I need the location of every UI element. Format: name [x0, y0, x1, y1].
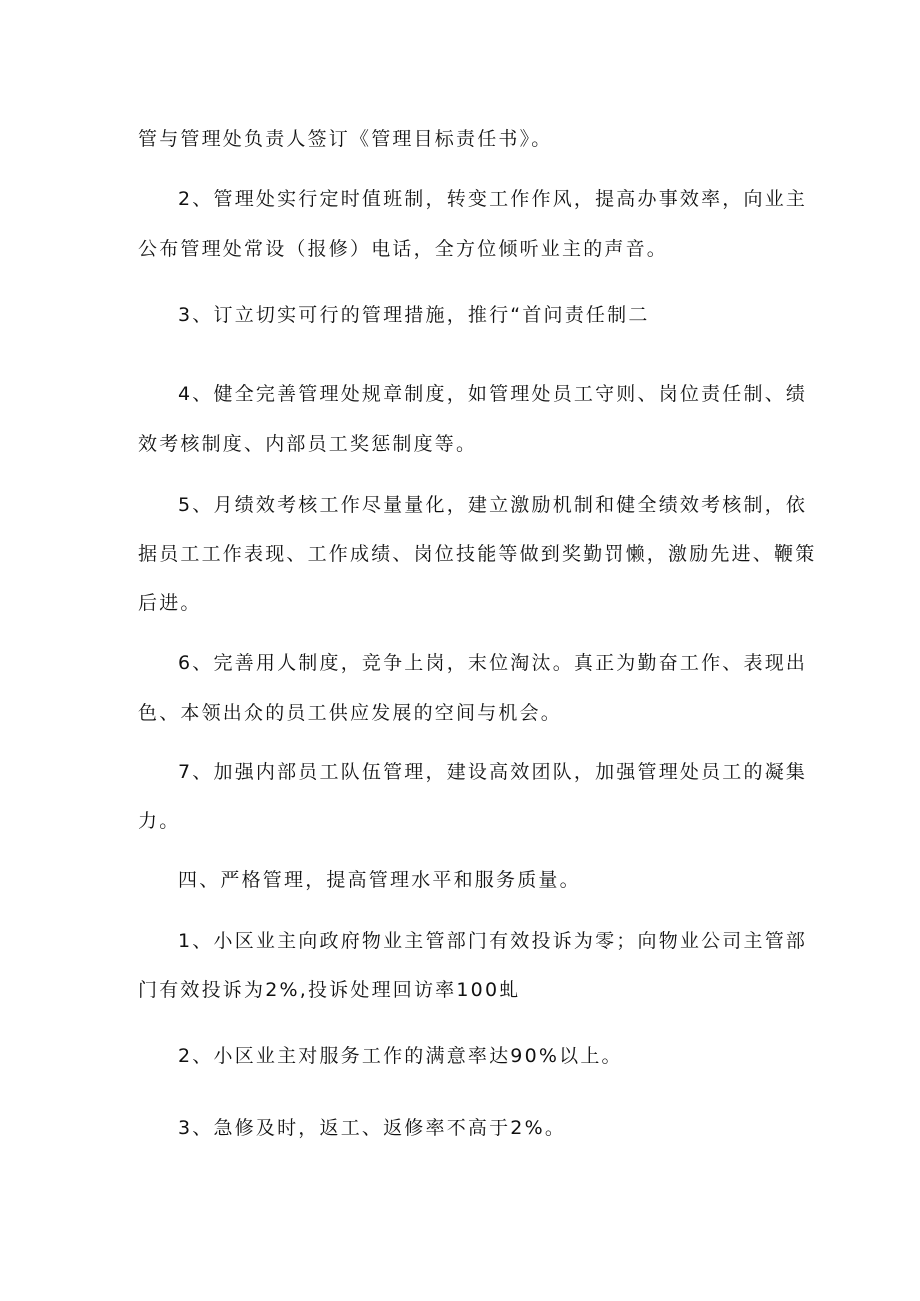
item-4-line-1: 4、健全完善管理处规章制度，如管理处员工守则、岗位责任制、绩: [178, 383, 808, 405]
item-4-line-2: 效考核制度、内部员工奖惩制度等。: [138, 433, 478, 455]
item-2-line-1: 2、管理处实行定时值班制，转变工作作风，提高办事效率，向业主: [178, 188, 808, 210]
item-5-line-3: 后进。: [138, 592, 202, 614]
item-5-line-1: 5、月绩效考核工作尽量量化，建立激励机制和健全绩效考核制，依: [178, 494, 808, 516]
item-3-line-1: 3、订立切实可行的管理措施，推行“首问责任制二: [178, 304, 650, 326]
paragraph-continuation-line: 管与管理处负责人签订《管理目标责任书》。: [138, 128, 553, 150]
item-7-line-1: 7、加强内部员工队伍管理，建设高效团队，加强管理处员工的凝集: [178, 761, 808, 783]
item-6-line-1: 6、完善用人制度，竞争上岗，末位淘汰。真正为勤奋工作、表现出: [178, 652, 808, 674]
item-2-line-2: 公布管理处常设（报修）电话，全方位倾听业主的声音。: [138, 238, 669, 260]
target-1-line-2: 门有效投诉为2%,投诉处理回访率100虬: [138, 979, 521, 1001]
item-6-line-2: 色、本领出众的员工供应发展的空间与机会。: [138, 702, 563, 724]
item-5-line-2: 据员工工作表现、工作成绩、岗位技能等做到奖勤罚懒，激励先进、鞭策: [138, 543, 817, 565]
section-heading-4: 四、严格管理，提高管理水平和服务质量。: [178, 869, 581, 891]
target-3-line-1: 3、急修及时，返工、返修率不高于2%。: [178, 1117, 567, 1139]
item-7-line-2: 力。: [138, 810, 181, 832]
target-1-line-1: 1、小区业主向政府物业主管部门有效投诉为零；向物业公司主管部: [178, 930, 808, 952]
target-2-line-1: 2、小区业主对服务工作的满意率达90%以上。: [178, 1045, 623, 1067]
